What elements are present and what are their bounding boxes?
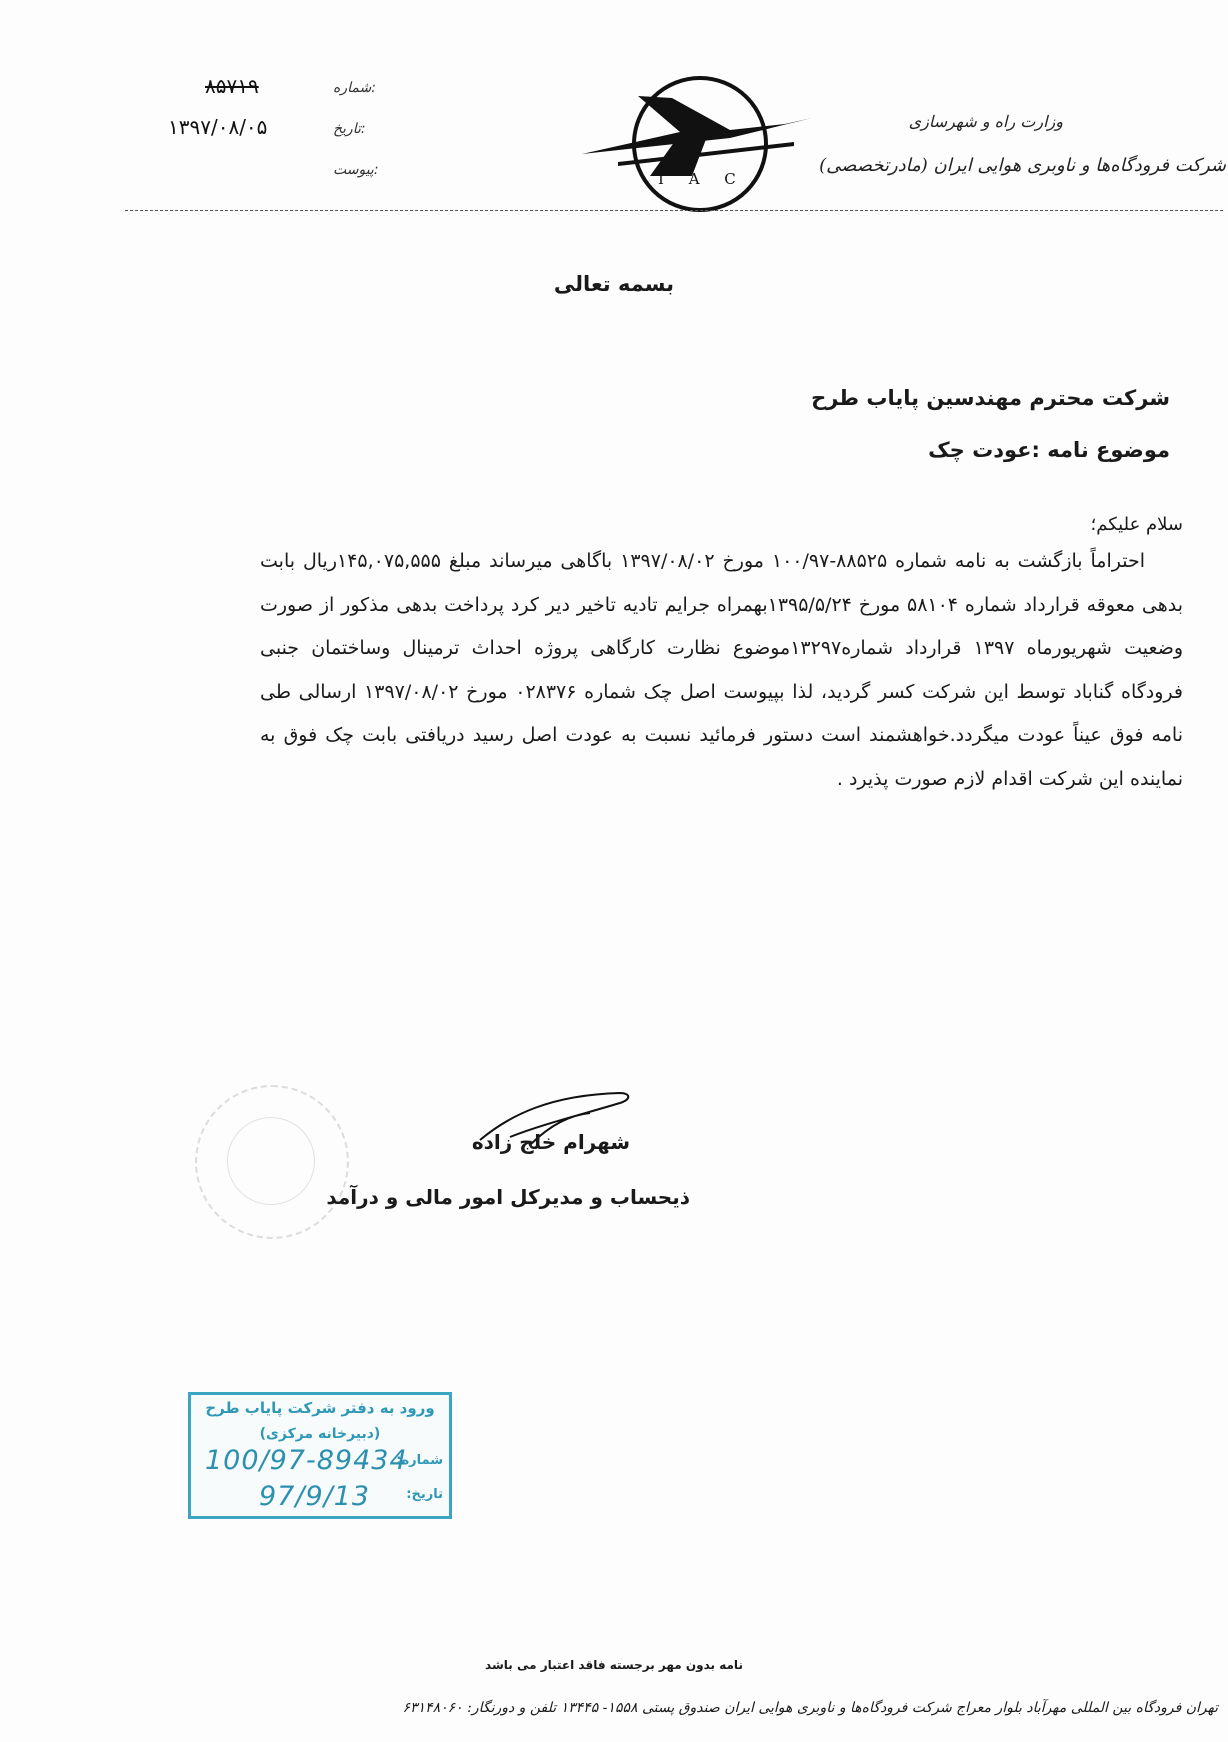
- stamp-date-label: تاریخ:: [406, 1487, 443, 1502]
- signer-title: ذیحساب و مدیرکل امور مالی و درآمد: [326, 1185, 690, 1209]
- iac-logo-icon: [580, 72, 820, 212]
- footer-address: تهران فرودگاه بین المللی مهرآباد بلوار معراج شرکت فرودگاه‌ها و ناوبری هوایی ایران صندوق پستی ۱۵۵۸- ۱۳۴۴۵ تلفن و دورنگار: ۶۳۱۴۸۰۶۰: [402, 1700, 1218, 1716]
- letter-subject: موضوع نامه :عودت چک: [928, 438, 1170, 462]
- stamp-heading: ورود به دفتر شرکت پایاب طرح: [205, 1399, 435, 1417]
- embossed-seal-icon: [195, 1085, 349, 1239]
- stamp-number-label: شماره:: [396, 1453, 443, 1468]
- greeting: سلام علیکم؛: [1090, 514, 1183, 535]
- header-divider: [125, 210, 1223, 211]
- receipt-stamp: [188, 1392, 452, 1519]
- body-paragraph: احتراماً بازگشت به نامه شماره ۸۸۵۲۵-۱۰۰/۹۷ مورخ ۱۳۹۷/۰۸/۰۲ باگاهی میرساند مبلغ ۱۴۵,۰۷۵,۵۵۵ریال بابت بدهی معوقه قرارداد شماره ۵۸۱۰۴ مورخ ۱۳۹۵/۵/۲۴بهمراه جرایم تادیه تاخیر دیر کرد پرداخت بدهی مذکور از صورت وضعیت شهریورماه ۱۳۹۷ قرارداد شماره۱۳۲۹۷موضوع نظارت کارگاهی پروژه احداث ترمینال وساختمان جنبی فرودگاه گناباد توسط این شرکت کسر گردید، لذا بپیوست اصل چک شماره ۰۲۸۳۷۶ مورخ ۱۳۹۷/۰۸/۰۲ ارسالی طی نامه فوق عیناً عودت میگردد.خواهشمند است دستور فرمائید نسبت به عودت اصل رسید دریافتی بابت چک فوق به نماینده این شرکت اقدام لازم صورت پذیرد .: [260, 550, 1183, 790]
- letter-date: ۱۳۹۷/۰۸/۰۵: [168, 115, 268, 139]
- ministry-name: وزارت راه و شهرسازی: [908, 112, 1063, 131]
- company-name: شرکت فرودگاه‌ها و ناوبری هوایی ایران (مادرتخصصی): [819, 155, 1226, 176]
- number-label: شماره:: [333, 80, 376, 96]
- signer-name: شهرام خلج زاده: [471, 1130, 630, 1154]
- attachment-label: پیوست:: [333, 162, 379, 178]
- bismillah: بسمه تعالی: [553, 272, 675, 296]
- iac-logo: [580, 72, 820, 212]
- letter-body: [260, 540, 1183, 801]
- stamp-date-value: 97/9/13: [259, 1481, 371, 1512]
- stamp-number-value: 100/97-89434: [205, 1445, 408, 1476]
- logo-text: I A C: [658, 170, 746, 188]
- recipient: شرکت محترم مهندسین پایاب طرح: [811, 386, 1170, 410]
- letter-number: ۸۵۷۱۹: [205, 74, 259, 98]
- footer-validity-note: نامه بدون مهر برجسته فاقد اعتبار می باشد: [485, 1658, 743, 1672]
- stamp-subheading: (دبیرخانه مرکزی): [259, 1426, 381, 1442]
- date-label: تاریخ:: [333, 121, 366, 137]
